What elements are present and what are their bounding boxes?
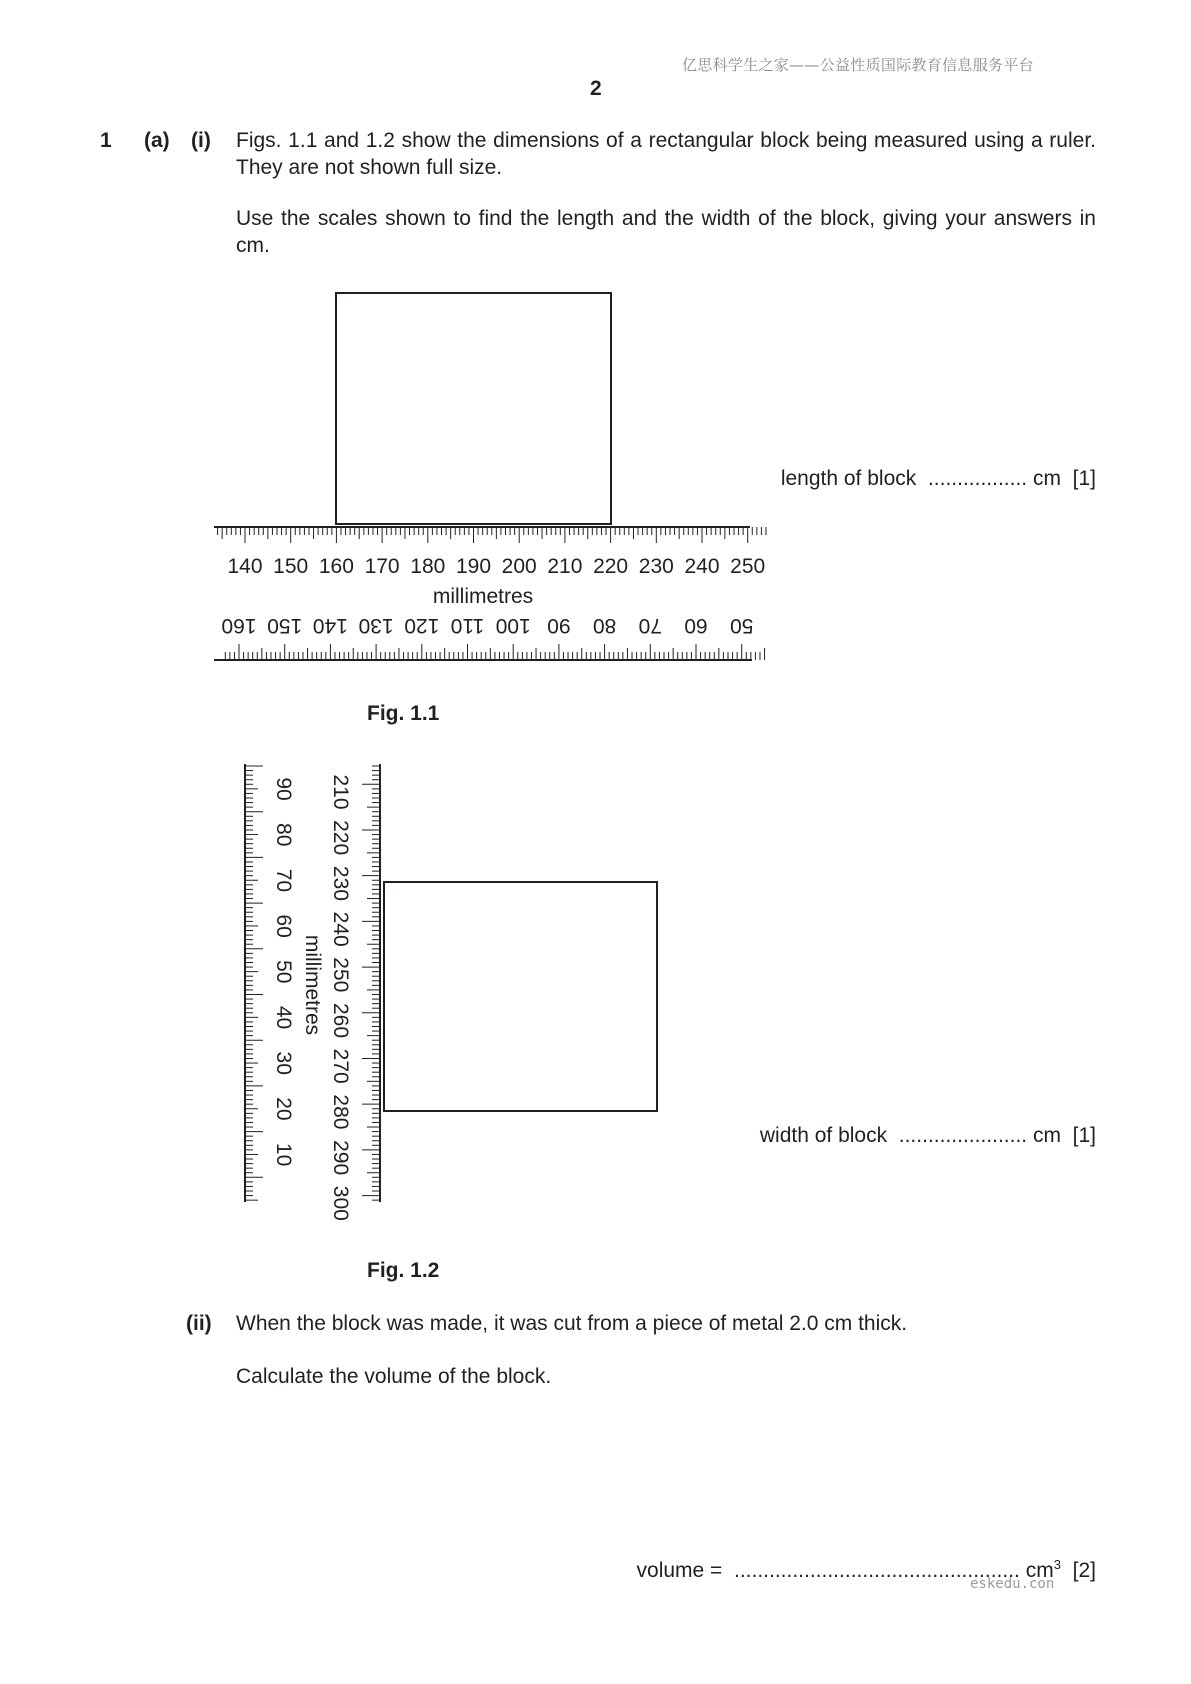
top-ruler-labels	[227, 555, 765, 578]
right-ruler-label: 230	[329, 865, 352, 901]
volume-unit-superscript: 3	[1053, 1557, 1061, 1572]
top-ruler-label: 200	[501, 555, 537, 578]
right-ruler-label: 210	[329, 774, 352, 810]
bottom-ruler-label: 150	[267, 614, 303, 637]
footer-watermark: eskedu.con	[970, 1576, 1055, 1592]
length-marks: [1]	[1072, 467, 1096, 490]
right-ruler-label: 300	[329, 1185, 352, 1221]
width-answer-unit: cm	[1032, 1124, 1061, 1147]
top-ruler-label: 140	[227, 555, 263, 578]
length-answer-label: length of block	[780, 467, 917, 490]
left-ruler	[245, 764, 263, 1202]
top-ruler-label: 190	[455, 555, 492, 578]
right-ruler-label: 290	[329, 1140, 352, 1176]
volume-marks: [2]	[1072, 1559, 1096, 1582]
question-number: 1	[100, 129, 112, 152]
right-ruler-label: 280	[329, 1094, 352, 1130]
volume-answer-unit: cm	[1025, 1559, 1054, 1582]
right-ruler	[362, 764, 380, 1202]
subpart-ii-instruction: Calculate the volume of the block.	[236, 1365, 552, 1388]
left-ruler-label: 30	[272, 1051, 295, 1075]
bottom-ruler-label: 110	[450, 614, 485, 637]
left-ruler-label: 80	[272, 823, 295, 847]
bottom-ruler-label: 60	[684, 614, 708, 637]
fig2-caption: Fig. 1.2	[367, 1259, 440, 1282]
bottom-ruler-label: 100	[495, 614, 531, 637]
top-ruler-label: 210	[547, 555, 583, 578]
left-ruler-labels	[272, 777, 295, 1166]
header-watermark: 亿思科学生之家——公益性质国际教育信息服务平台	[682, 56, 1034, 74]
top-ruler-label: 220	[593, 555, 629, 578]
bottom-ruler-labels	[221, 614, 753, 637]
width-answer-label: width of block	[759, 1124, 888, 1147]
fig1-unit-label: millimetres	[432, 585, 534, 608]
left-ruler-label: 60	[272, 914, 295, 938]
left-ruler-label: 70	[272, 868, 295, 893]
left-ruler-label: 50	[272, 960, 295, 984]
top-ruler-label: 170	[364, 555, 400, 578]
bottom-ruler-label: 160	[221, 614, 257, 637]
subpart-ii-label: (ii)	[186, 1312, 212, 1335]
top-ruler-label: 250	[730, 555, 766, 578]
top-ruler-label: 160	[318, 555, 354, 578]
bottom-ruler-label: 90	[547, 614, 571, 637]
bottom-ruler-label: 70	[638, 614, 662, 637]
right-ruler-label: 220	[329, 820, 352, 856]
fig1-caption: Fig. 1.1	[367, 702, 440, 725]
top-ruler-label: 150	[273, 555, 309, 578]
bottom-ruler-label: 120	[404, 614, 440, 637]
length-answer-unit: cm	[1032, 467, 1061, 490]
volume-answer-field[interactable]: .................................................	[734, 1559, 1020, 1582]
right-ruler-label: 270	[329, 1048, 352, 1084]
fig2-unit-label: millimetres	[301, 934, 324, 1036]
block-rectangle-fig1	[336, 293, 611, 524]
question-subpart-i: (i)	[191, 129, 211, 152]
right-ruler-label: 260	[329, 1002, 352, 1039]
block-rectangle-fig2	[384, 882, 657, 1111]
bottom-ruler-label: 80	[592, 614, 617, 637]
question-part: (a)	[144, 129, 170, 152]
left-ruler-label: 20	[272, 1097, 295, 1121]
page-number: 2	[590, 77, 602, 100]
subpart-ii-text: When the block was made, it was cut from a piece of metal 2.0 cm thick.	[236, 1312, 908, 1335]
right-ruler-label: 240	[329, 911, 352, 947]
right-ruler-labels	[329, 774, 352, 1220]
width-answer-field[interactable]: ......................	[898, 1124, 1028, 1147]
right-ruler-label: 250	[329, 957, 352, 993]
left-ruler-label: 10	[272, 1142, 295, 1167]
left-ruler-label: 90	[272, 777, 295, 801]
top-ruler	[214, 527, 766, 543]
bottom-ruler-label: 130	[358, 614, 394, 637]
volume-answer-label: volume =	[636, 1559, 723, 1582]
top-ruler-label: 240	[684, 555, 720, 578]
width-answer-line	[760, 1124, 1096, 1148]
length-answer-line	[781, 467, 1096, 491]
left-ruler-label: 40	[272, 1005, 295, 1030]
bottom-ruler-label: 50	[730, 614, 754, 637]
width-marks: [1]	[1072, 1124, 1096, 1147]
top-ruler-label: 230	[638, 555, 674, 578]
bottom-ruler-label: 140	[312, 614, 348, 637]
question-intro: Figs. 1.1 and 1.2 show the dimensions of a rectangular block being measured using a ruler. They are not shown full size.	[236, 129, 1096, 179]
bottom-ruler	[214, 644, 765, 660]
length-answer-field[interactable]: .................	[927, 467, 1028, 490]
top-ruler-label: 180	[410, 555, 446, 578]
question-instruction: Use the scales shown to find the length and the width of the block, giving your answers in cm.	[236, 207, 1096, 257]
